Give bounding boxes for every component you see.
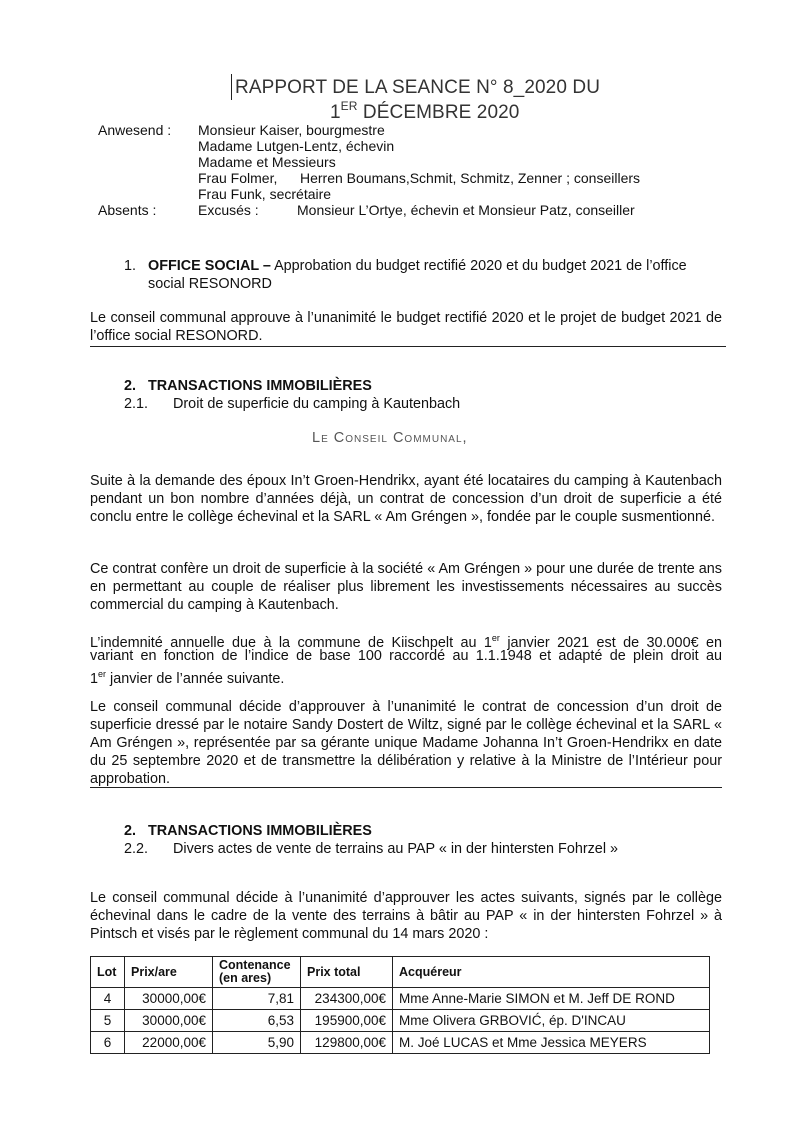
paragraph: Le conseil communal décide à l’unanimité d’approuver les actes suivants, signés par le collège échevinal dans le cadre de la vente des terrains à bâtir au PAP « in der hintersten Fohrzel » à Pintsch et visés par le règlement communal du 14 mars 2020 : <box>90 890 722 942</box>
subsection-number: 2.2. <box>124 841 149 857</box>
buyer-cell: Mme Olivera GRBOVIĆ, ép. D'INCAU <box>393 1010 710 1032</box>
column-header: Prix/are <box>125 957 213 988</box>
attendee: Frau Folmer, <box>198 170 278 186</box>
section-1-heading-continued: social RESONORD <box>148 276 272 292</box>
area-cell: 7,81 <box>213 988 301 1010</box>
section-1-heading: OFFICE SOCIAL – Approbation du budget rectifié 2020 et du budget 2021 de l’office <box>148 258 687 274</box>
table-header-row <box>91 957 710 988</box>
lot-cell: 5 <box>91 1010 125 1032</box>
section-divider <box>90 346 726 347</box>
lot-cell: 6 <box>91 1032 125 1054</box>
attendee: Monsieur Kaiser, bourgmestre <box>198 122 385 138</box>
subsection-title: Divers actes de vente de terrains au PAP « in der hintersten Fohrzel » <box>173 841 619 857</box>
section-2-number: 2. <box>124 823 137 839</box>
absent-label: Absents : <box>98 202 157 218</box>
paragraph: Le conseil communal décide d’approuver à l’unanimité le contrat de concession d’un droit de superficie dressé par le notaire Sandy Dostert de Wiltz, signé par le collège échevinal et la SARL « Am Gréngen », représentée par sa gérante unique Madame Johanna In’t Groen-Hendrikx en date du 25 septembre 2020 et de transmettre la délibération y relative à la Ministre de l’Intérieur pour approbation. <box>90 699 722 787</box>
column-header: Acquéreur <box>393 957 710 988</box>
paragraph-line: L’indemnité annuelle due à la commune de Kiischpelt au 1er janvier 2021 est de 30.000€ en <box>90 633 722 651</box>
subsection-title: Droit de superficie du camping à Kautenbach <box>173 396 461 412</box>
excused-members: Monsieur L’Ortye, échevin et Monsieur Patz, conseiller <box>297 202 635 218</box>
price-per-are-cell: 30000,00€ <box>125 988 213 1010</box>
section-1-paragraph: Le conseil communal approuve à l’unanimité le budget rectifié 2020 et le projet de budget 2021 de l’office social RESONORD. <box>90 310 722 344</box>
table-row <box>91 988 710 1010</box>
total-price-cell: 195900,00€ <box>301 1010 393 1032</box>
attendee: Frau Funk, secrétaire <box>198 186 332 202</box>
council-heading: Le Conseil Communal, <box>312 430 468 446</box>
text-cursor <box>231 74 232 100</box>
price-per-are-cell: 22000,00€ <box>125 1032 213 1054</box>
paragraph: Suite à la demande des époux In’t Groen-Hendrikx, ayant été locataires du camping à Kautenbach pendant un bon nombre d’années déjà, un contrat de concession d’un droit de superficie a été conclu entre le collège échevinal et la SARL « Am Gréngen », fondée par le couple susmentionné. <box>90 473 722 525</box>
total-price-cell: 129800,00€ <box>301 1032 393 1054</box>
table-row <box>91 1032 710 1054</box>
excused-label: Excusés : <box>198 202 259 218</box>
price-per-are-cell: 30000,00€ <box>125 1010 213 1032</box>
page-title-line-1: RAPPORT DE LA SEANCE N° 8_2020 DU <box>235 77 601 98</box>
area-cell: 6,53 <box>213 1010 301 1032</box>
table-row <box>91 1010 710 1032</box>
column-header: Contenance (en ares) <box>213 957 301 988</box>
paragraph-line: 1er janvier de l’année suivante. <box>90 669 285 687</box>
area-cell: 5,90 <box>213 1032 301 1054</box>
lot-cell: 4 <box>91 988 125 1010</box>
section-1-number: 1. <box>124 258 137 274</box>
section-2-number: 2. <box>124 378 137 394</box>
column-header: Lot <box>91 957 125 988</box>
section-2-heading: TRANSACTIONS IMMOBILIÈRES <box>148 823 372 839</box>
attendee: Madame Lutgen-Lentz, échevin <box>198 138 395 154</box>
page-title-line-2: 1ER DÉCEMBRE 2020 <box>330 99 520 123</box>
paragraph: Ce contrat confère un droit de superficie à la société « Am Gréngen » pour une durée de trente ans en permettant au couple de réaliser plus librement les investissements nécessaires au succès commercial du camping à Kautenbach. <box>90 561 722 613</box>
buyer-cell: Mme Anne-Marie SIMON et M. Jeff DE ROND <box>393 988 710 1010</box>
section-2-heading: TRANSACTIONS IMMOBILIÈRES <box>148 378 372 394</box>
total-price-cell: 234300,00€ <box>301 988 393 1010</box>
present-label: Anwesend : <box>98 122 172 138</box>
attendee-councillors: Herren Boumans,Schmit, Schmitz, Zenner ; conseillers <box>300 170 641 186</box>
column-header: Prix total <box>301 957 393 988</box>
paragraph-line: variant en fonction de l’indice de base 100 raccordé au 1.1.1948 et adapté de plein droit au <box>90 648 722 664</box>
section-divider <box>90 787 722 788</box>
buyer-cell: M. Joé LUCAS et Mme Jessica MEYERS <box>393 1032 710 1054</box>
attendee: Madame et Messieurs <box>198 154 336 170</box>
subsection-number: 2.1. <box>124 396 149 412</box>
lots-table <box>90 956 710 1054</box>
